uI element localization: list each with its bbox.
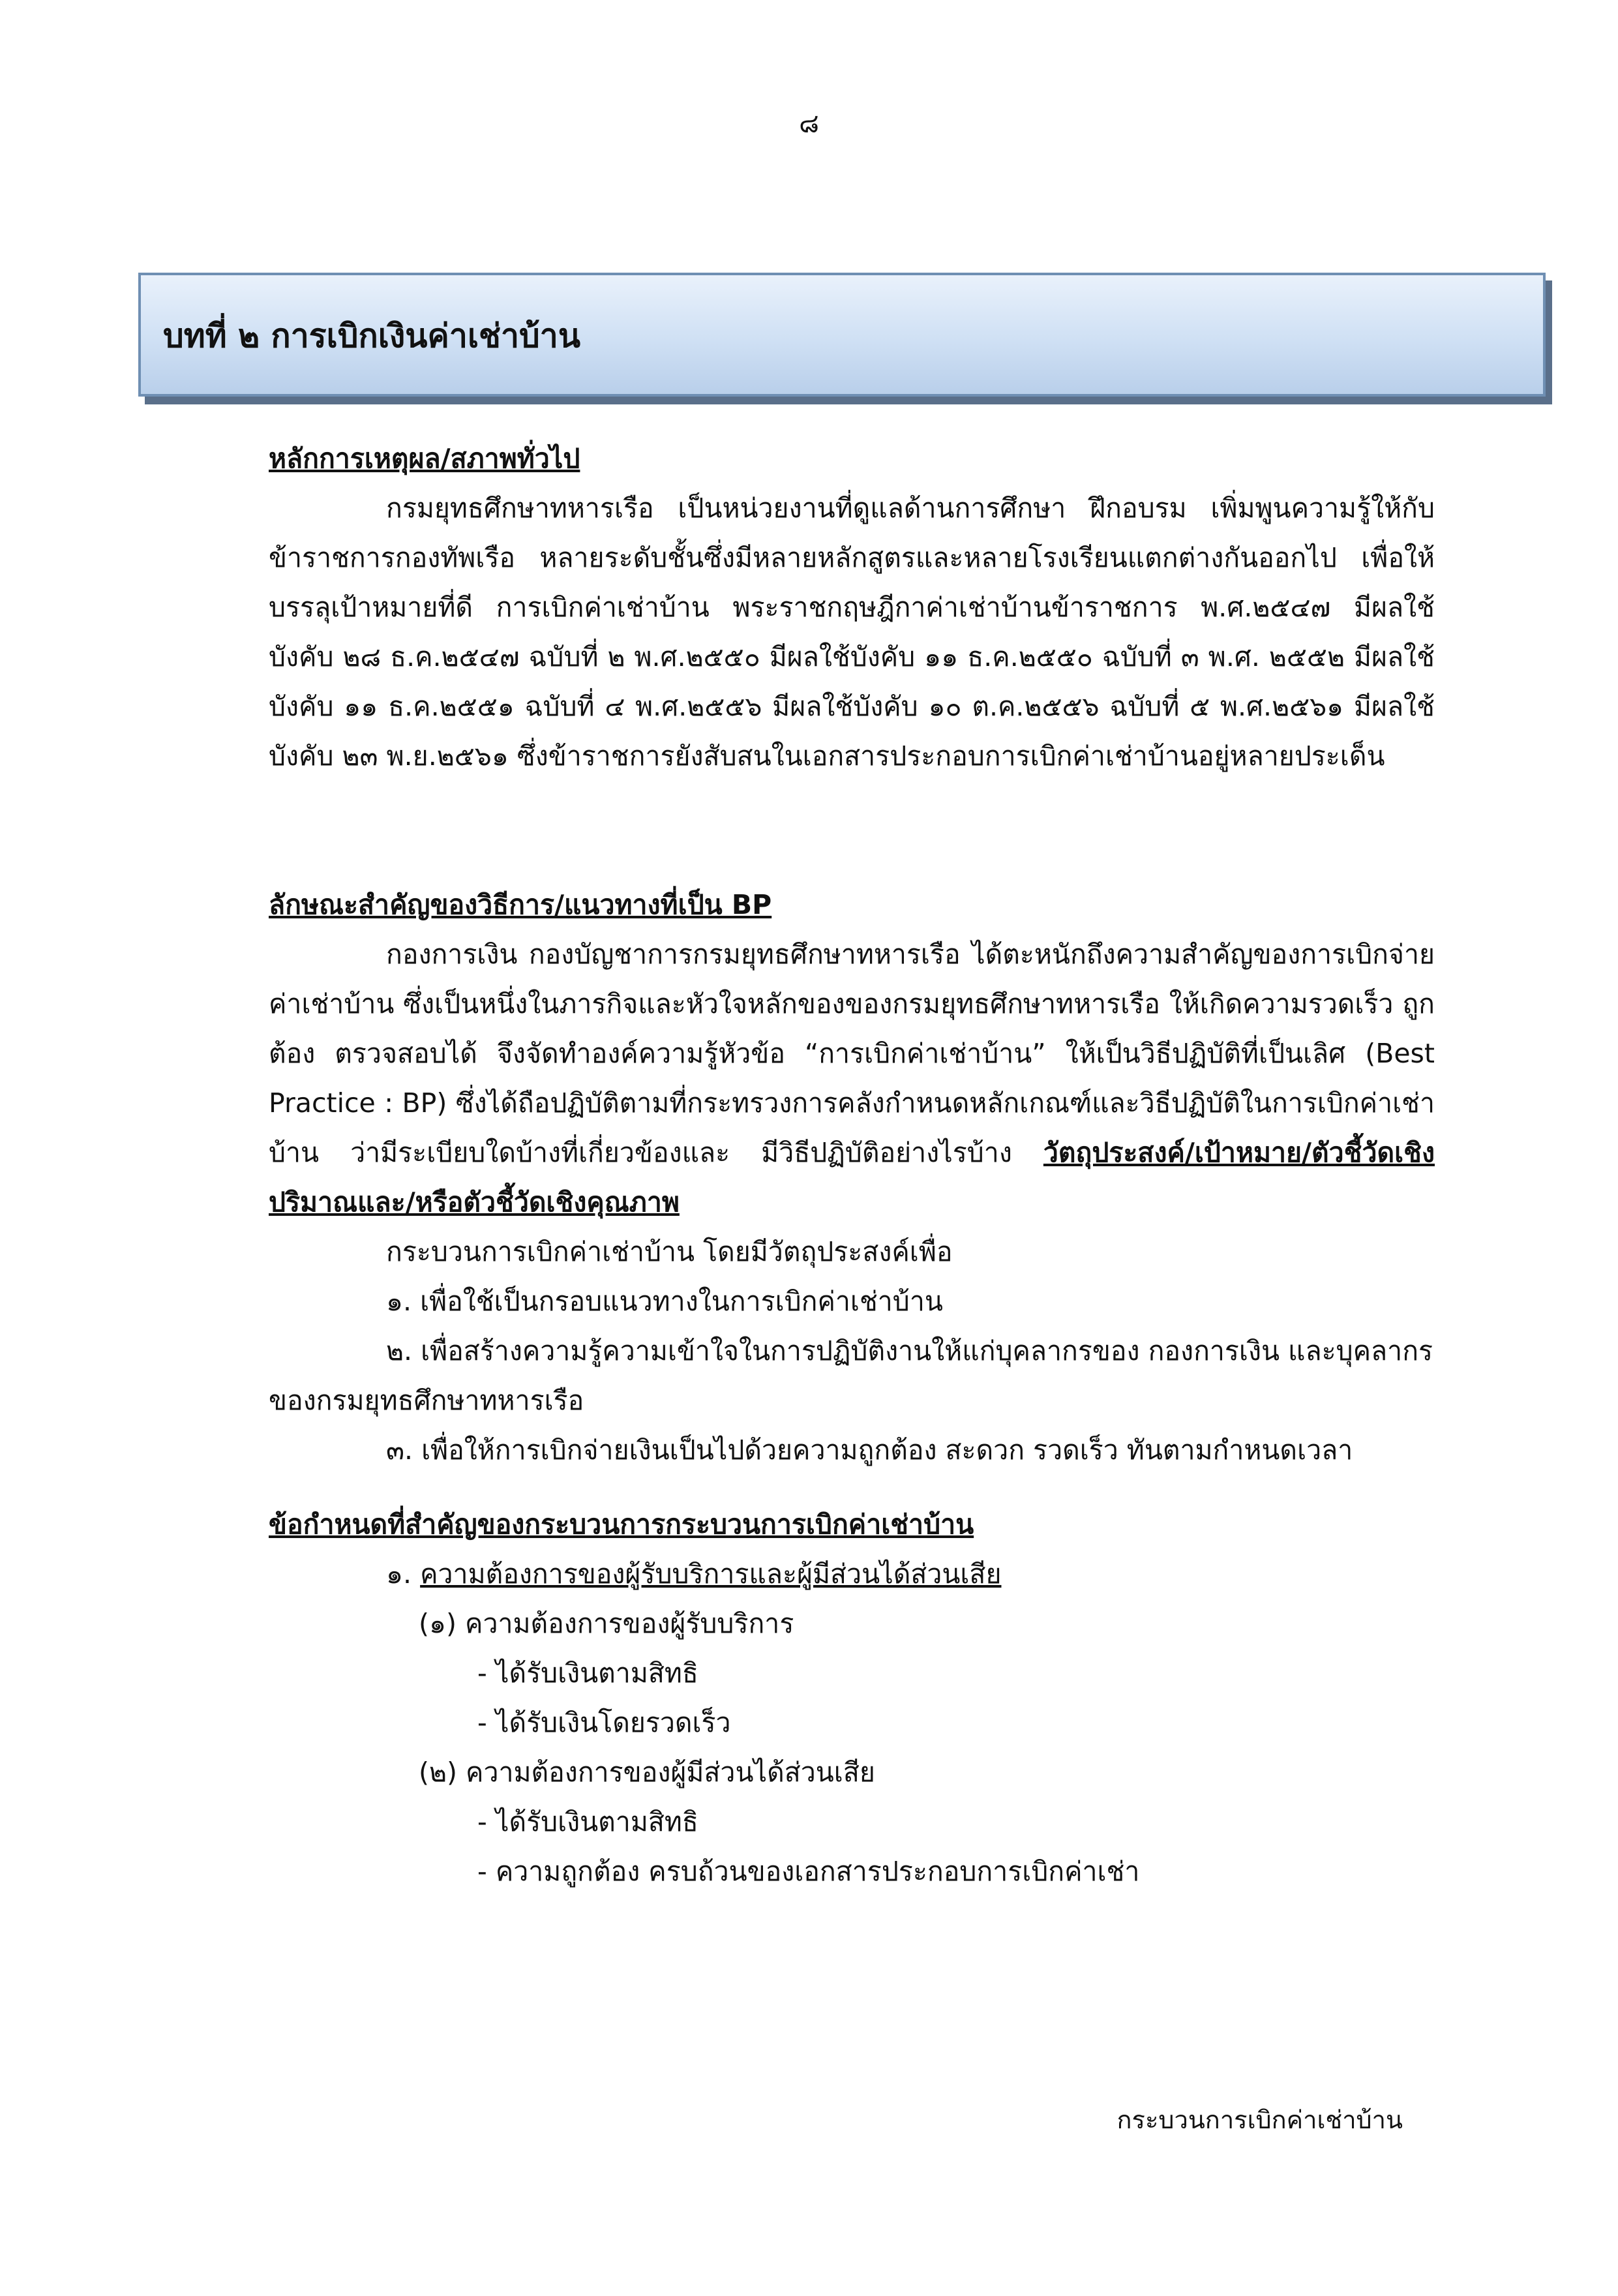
requirement-point: - ความถูกต้อง ครบถ้วนของเอกสารประกอบการเบิกค่าเช่า — [477, 1856, 1140, 1887]
objective-item: ๓. เพื่อให้การเบิกจ่ายเงินเป็นไปด้วยความถูกต้อง สะดวก รวดเร็ว ทันตามกำหนดเวลา — [386, 1434, 1353, 1466]
requirement-point: - ได้รับเงินตามสิทธิ — [477, 1806, 698, 1837]
chapter-banner — [138, 273, 1546, 397]
section-heading-key-requirements: ข้อกำหนดที่สำคัญของกระบวนการกระบวนการเบิกค่าเช่าบ้าน — [269, 1509, 974, 1540]
section-spacer — [269, 1475, 1435, 1500]
requirement-item-number: ๑. — [386, 1558, 412, 1590]
objective-item: ๒. เพื่อสร้างความรู้ความเข้าใจในการปฏิบัติงานให้แก่บุคลากรของ กองการเงิน และบุคลากรของกรมยุทธศึกษาทหารเรือ — [269, 1335, 1433, 1416]
objective-item: ๑. เพื่อใช้เป็นกรอบแนวทางในการเบิกค่าเช่าบ้าน — [386, 1286, 943, 1317]
rationale-paragraph: กรมยุทธศึกษาทหารเรือ เป็นหน่วยงานที่ดูแลด้านการศึกษา ฝึกอบรม เพิ่มพูนความรู้ให้กับข้าราชการกองทัพเรือ หลายระดับชั้นซึ่งมีหลายหลักสูตรและหลายโรงเรียนแตกต่างกันออกไป เพื่อให้บรรลุเป้าหมายที่ดี การเบิกค่าเช่าบ้าน พระราชกฤษฎีกาค่าเช่าบ้านข้าราชการ พ.ศ.๒๕๔๗ มีผลใช้บังคับ ๒๘ ธ.ค.๒๕๔๗ ฉบับที่ ๒ พ.ศ.๒๕๕๐ มีผลใช้บังคับ ๑๑ ธ.ค.๒๕๕๐ ฉบับที่ ๓ พ.ศ. ๒๕๕๒ มีผลใช้บังคับ ๑๑ ธ.ค.๒๕๕๑ ฉบับที่ ๔ พ.ศ.๒๕๕๖ มีผลใช้บังคับ ๑๐ ต.ค.๒๕๕๖ ฉบับที่ ๕ พ.ศ.๒๕๖๑ มีผลใช้บังคับ ๒๓ พ.ย.๒๕๖๑ ซึ่งข้าราชการยังสับสนในเอกสารประกอบการเบิกค่าเช่าบ้านอยู่หลายประเด็น — [269, 492, 1435, 772]
section-heading-rationale: หลักการเหตุผล/สภาพทั่วไป — [269, 443, 580, 474]
document-body — [269, 434, 1435, 1896]
requirement-point: - ได้รับเงินตามสิทธิ — [477, 1657, 698, 1689]
objective-emphasis: วัตถุประสงค์/เป้าหมาย/ตัวชี้วัดเชิงปริมาณและ/หรือตัวชี้วัดเชิงคุณภาพ — [269, 1137, 1435, 1218]
requirement-sub-label: (๑) ความต้องการของผู้รับบริการ — [419, 1608, 794, 1639]
section-spacer — [269, 781, 1435, 880]
requirement-sub-label: (๒) ความต้องการของผู้มีส่วนได้ส่วนเสีย — [419, 1757, 875, 1788]
requirement-item — [269, 1549, 1435, 1599]
chapter-title: บทที่ ๒ การเบิกเงินค่าเช่าบ้าน — [163, 317, 581, 355]
page-footer: กระบวนการเบิกค่าเช่าบ้าน — [1116, 2106, 1403, 2134]
page-number: ๘ — [799, 109, 819, 139]
bp-paragraph — [269, 929, 1435, 1227]
requirement-point: - ได้รับเงินโดยรวดเร็ว — [477, 1707, 731, 1738]
bp-paragraph-text: กองการเงิน กองบัญชาการกรมยุทธศึกษาทหารเรือ ได้ตะหนักถึงความสำคัญของการเบิกจ่ายค่าเช่าบ้าน ซึ่งเป็นหนึ่งในภารกิจและหัวใจหลักของของกรมยุทธศึกษาทหารเรือ ให้เกิดความรวดเร็ว ถูกต้อง ตรวจสอบได้ จึงจัดทำองค์ความรู้หัวข้อ “การเบิกค่าเช่าบ้าน” ให้เป็นวิธีปฏิบัติที่เป็นเลิศ (Best Practice : BP) ซึ่งได้ถือปฏิบัติตามที่กระทรวงการคลังกำหนดหลักเกณฑ์และวิธีปฏิบัติในการเบิกค่าเช่าบ้าน ว่ามีระเบียบใดบ้างที่เกี่ยวข้องและ มีวิธีปฏิบัติอย่างไรบ้าง — [269, 939, 1435, 1168]
requirement-item-label: ความต้องการของผู้รับบริการและผู้มีส่วนได้ส่วนเสีย — [420, 1558, 1002, 1590]
objective-intro: กระบวนการเบิกค่าเช่าบ้าน โดยมีวัตถุประสงค์เพื่อ — [386, 1236, 953, 1267]
section-heading-bp-characteristics: ลักษณะสำคัญของวิธีการ/แนวทางที่เป็น BP — [269, 889, 772, 920]
